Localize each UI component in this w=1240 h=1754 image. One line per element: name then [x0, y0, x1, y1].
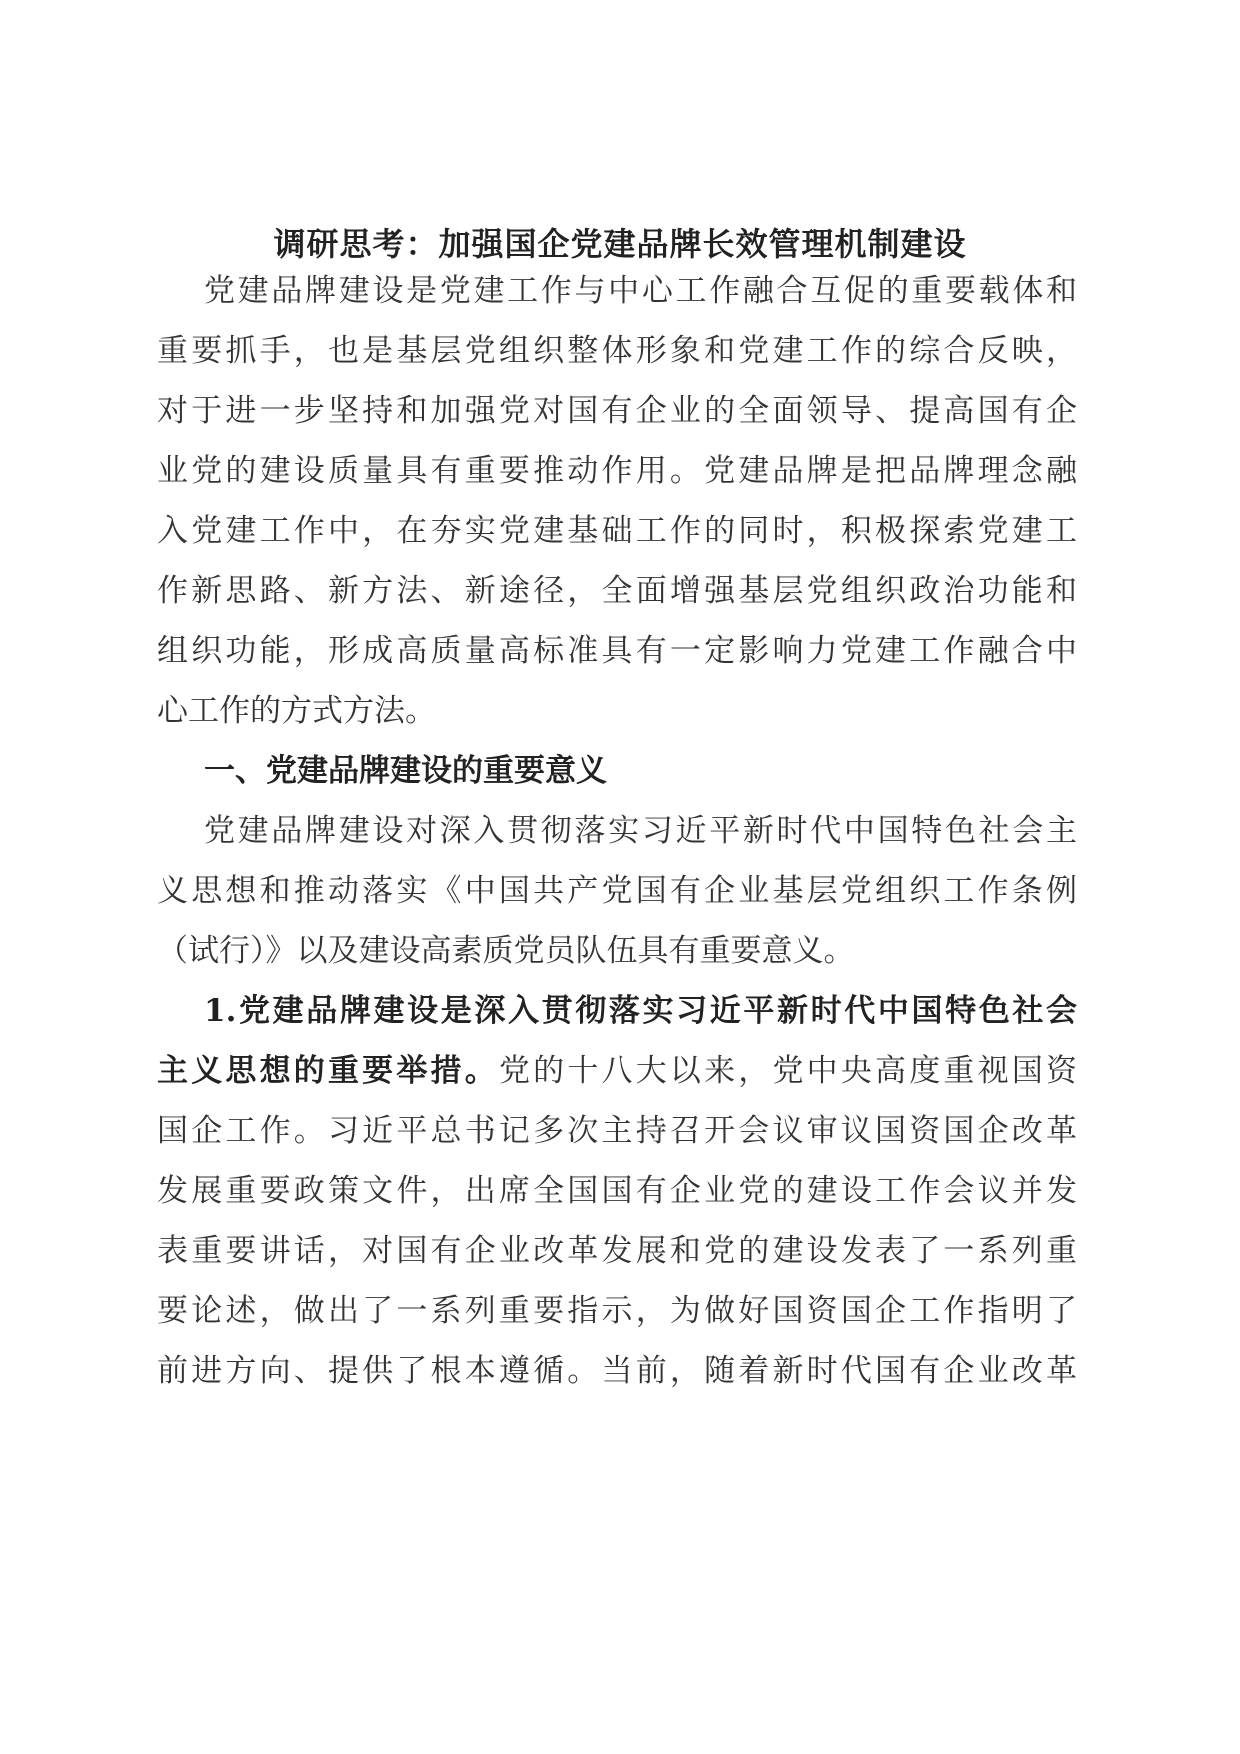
text-line: 心工作的方式方法。 — [157, 693, 436, 729]
text-line: 重要抓手，也是基层党组织整体形象和党建工作的综合反映， — [157, 333, 1077, 369]
text-line: 义思想和推动落实《中国共产党国有企业基层党组织工作条例 — [157, 873, 1077, 909]
text-line: 组织功能，形成高质量高标准具有一定影响力党建工作融合中 — [157, 633, 1077, 669]
text-line: 国企工作。习近平总书记多次主持召开会议审议国资国企改革 — [157, 1113, 1077, 1149]
point-heading-continued: 主义思想的重要举措。 — [157, 1053, 499, 1089]
text-line: 要论述，做出了一系列重要指示，为做好国资国企工作指明了 — [157, 1293, 1077, 1329]
text-line: （试行）》以及建设高素质党员队伍具有重要意义。 — [157, 933, 855, 969]
text-line: 入党建工作中，在夯实党建基础工作的同时，积极探索党建工 — [157, 513, 1077, 549]
text-line: 党建品牌建设对深入贯彻落实习近平新时代中国特色社会主 — [204, 813, 1077, 849]
text-line: 对于进一步坚持和加强党对国有企业的全面领导、提高国有企 — [157, 393, 1077, 429]
text-line: 发展重要政策文件，出席全国国有企业党的建设工作会议并发 — [157, 1173, 1077, 1209]
document-title: 调研思考：加强国企党建品牌长效管理机制建设 — [273, 225, 967, 263]
text-line — [157, 1047, 1077, 1095]
point-text: 党的十八大以来，党中央高度重视国资 — [498, 1053, 1078, 1089]
text-line: 表重要讲话，对国有企业改革发展和党的建设发表了一系列重 — [157, 1233, 1077, 1269]
text-line: 业党的建设质量具有重要推动作用。党建品牌是把品牌理念融 — [157, 453, 1077, 489]
text-line: 作新思路、新方法、新途径，全面增强基层党组织政治功能和 — [157, 573, 1077, 609]
section-heading: 一、党建品牌建设的重要意义 — [204, 753, 607, 789]
text-line: 党建品牌建设是党建工作与中心工作融合互促的重要载体和 — [204, 273, 1077, 309]
text-line: 前进方向、提供了根本遵循。当前，随着新时代国有企业改革 — [157, 1353, 1077, 1389]
point-heading: 1.党建品牌建设是深入贯彻落实习近平新时代中国特色社会 — [204, 993, 1077, 1029]
